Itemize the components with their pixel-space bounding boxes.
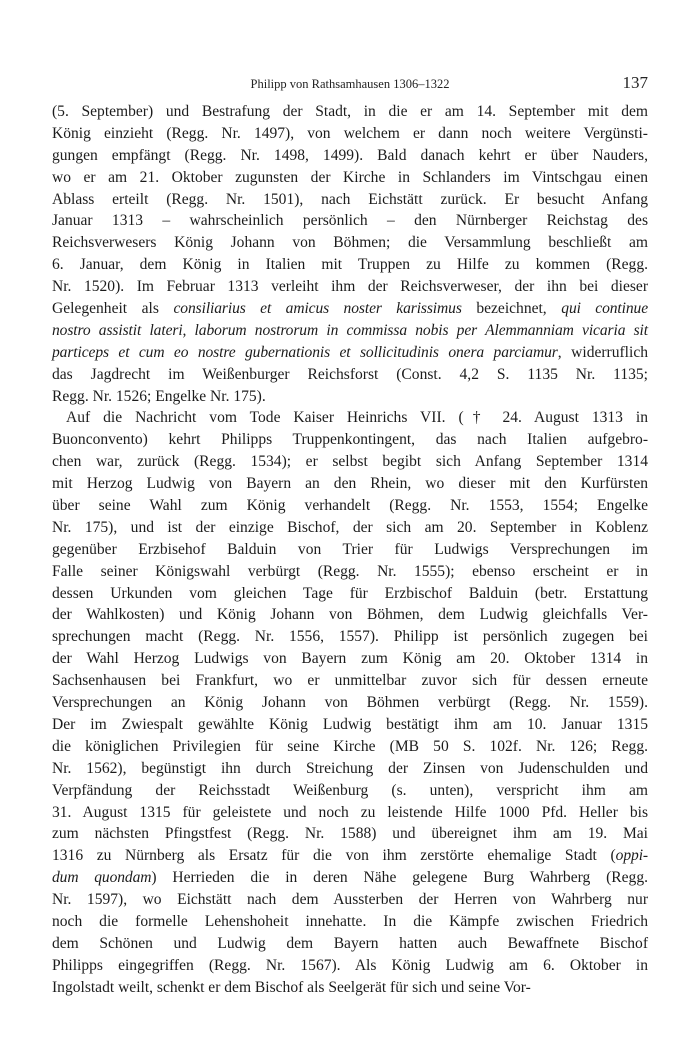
paragraph: [52, 407, 648, 998]
text-line: [52, 648, 648, 670]
text-line: [52, 320, 648, 342]
text-segment: Philipps eingegriffen (Regg. Nr. 1567). Als König Ludwig am 6. Oktober in: [52, 956, 648, 974]
text-segment: König einzieht (Regg. Nr. 1497), von welchem er dann noch weitere Vergünsti-: [52, 124, 648, 142]
text-segment: Der im Zwiespalt gewählte König Ludwig bestätigt ihm am 10. Januar 1315: [52, 715, 648, 733]
text-line: [52, 123, 648, 145]
text-segment: 31. August 1315 für geleistete und noch zu leistende Hilfe 1000 Pfd. Heller bis: [52, 803, 648, 821]
text-line: [52, 210, 648, 232]
text-segment: Verpfändung der Reichsstadt Weißenburg (s. unten), verspricht ihm am: [52, 781, 648, 799]
text-line: [52, 364, 648, 386]
text-line: [52, 386, 648, 408]
text-segment: chen war, zurück (Regg. 1534); er selbst begibt sich Anfang September 1314: [52, 453, 648, 471]
text-line: [52, 189, 648, 211]
text-line: [52, 342, 648, 364]
text-line: [52, 670, 648, 692]
text-segment: Sachsenhausen bei Frankfurt, wo er unmittelbar zuvor sich für dessen erneute: [52, 672, 648, 690]
body-text: [52, 101, 648, 999]
text-line: [52, 955, 648, 977]
text-segment: Nr. 175), und ist der einzige Bischof, der sich am 20. September in Koblenz: [52, 518, 648, 536]
text-segment: Falle seiner Königswahl verbürgt (Regg. Nr. 1555); ebenso erscheint er in: [52, 562, 648, 580]
text-segment: 1316 zu Nürnberg als Ersatz für die von ihm zerstörte ehemalige Stadt (: [52, 847, 616, 865]
text-line: [52, 867, 648, 889]
text-line: [52, 889, 648, 911]
text-segment: mit Herzog Ludwig von Bayern an den Rhein, wo dieser mit den Kurfürsten: [52, 475, 648, 493]
text-segment: Nr. 1562), begünstigt ihn durch Streichung der Zinsen von Judenschulden und: [52, 759, 648, 777]
text-line: [52, 517, 648, 539]
italic-quote: particeps et cum eo nostre gubernationis et sollicitudinis onera parciamur: [52, 343, 558, 361]
italic-quote: qui continue: [561, 300, 649, 318]
text-segment: Januar 1313 – wahrscheinlich persönlich – den Nürnberger Reichstag des: [52, 212, 648, 230]
text-segment: Auf die Nachricht vom Tode Kaiser Heinrichs VII. († 24. August 1313 in: [66, 409, 648, 427]
text-segment: Nr. 1597), wo Eichstätt nach dem Aussterben der Herren von Wahrberg nur: [52, 891, 648, 909]
paragraph: [52, 101, 648, 407]
italic-quote: nostro assistit lateri, laborum nostrorum in commissa nobis per Alemmanniam vicaria sit: [52, 321, 648, 339]
text-line: [52, 933, 648, 955]
text-line: [52, 802, 648, 824]
text-line: [52, 495, 648, 517]
text-segment: bezeichnet,: [461, 300, 562, 318]
text-segment: Ingolstadt weilt, schenkt er dem Bischof als Seelgerät für sich und seine Vor-: [52, 978, 531, 996]
text-line: [52, 736, 648, 758]
text-line: [52, 758, 648, 780]
text-segment: Regg. Nr. 1526; Engelke Nr. 175).: [52, 387, 266, 405]
text-line: [52, 780, 648, 802]
text-line: [52, 232, 648, 254]
text-line: [52, 823, 648, 845]
text-segment: noch die formelle Lehenshoheit innehatte. In die Kämpfe zwischen Friedrich: [52, 912, 648, 930]
text-segment: das Jagdrecht im Weißenburger Reichsforst (Const. 4,2 S. 1135 Nr. 1135;: [52, 365, 648, 383]
text-segment: ) Herrieden die in deren Nähe gelegene Burg Wahrberg (Regg.: [151, 869, 648, 887]
text-line: [52, 167, 648, 189]
text-line: [52, 407, 648, 429]
text-segment: sprechungen macht (Regg. Nr. 1556, 1557). Philipp ist persönlich zugegen bei: [52, 628, 648, 646]
text-segment: 6. Januar, dem König in Italien mit Truppen zu Hilfe zu kommen (Regg.: [52, 256, 648, 274]
text-segment: dem Schönen und Ludwig dem Bayern hatten auch Bewaffnete Bischof: [52, 934, 648, 952]
text-segment: der Wahl Herzog Ludwigs von Bayern zum König am 20. Oktober 1314 in: [52, 650, 648, 668]
text-line: [52, 626, 648, 648]
text-segment: Buonconvento) kehrt Philipps Truppenkontingent, das nach Italien aufgebro-: [52, 431, 648, 449]
text-segment: Reichsverwesers König Johann von Böhmen; die Versammlung beschließt am: [52, 234, 648, 252]
text-segment: der Wahlkosten) und König Johann von Böhmen, dem Ludwig gleichfalls Ver-: [52, 606, 648, 624]
text-line: [52, 604, 648, 626]
text-segment: gungen empfängt (Regg. Nr. 1498, 1499). Bald danach kehrt er über Nauders,: [52, 146, 648, 164]
text-segment: Versprechungen an König Johann von Böhmen verbürgt (Regg. Nr. 1559).: [52, 694, 648, 712]
italic-quote: dum quondam: [52, 869, 152, 887]
text-line: [52, 276, 648, 298]
text-line: [52, 692, 648, 714]
running-head-title: Philipp von Rathsamhausen 1306–1322: [250, 77, 450, 91]
text-segment: gegenüber Erzbisehof Balduin von Trier für Ludwigs Versprechungen im: [52, 540, 648, 558]
text-line: [52, 845, 648, 867]
text-line: [52, 254, 648, 276]
text-line: [52, 561, 648, 583]
text-segment: Nr. 1520). Im Februar 1313 verleiht ihm der Reichsverweser, der ihn bei dieser: [52, 278, 648, 296]
text-line: [52, 429, 648, 451]
running-head: [52, 73, 648, 97]
text-segment: wo er am 21. Oktober zugunsten der Kirche in Schlanders im Vintschgau einen: [52, 168, 648, 186]
text-segment: , widerruflich: [557, 343, 648, 361]
text-line: [52, 451, 648, 473]
text-segment: Ablass erteilt (Regg. Nr. 1501), nach Eichstätt zurück. Er besucht Anfang: [52, 190, 648, 208]
text-line: [52, 911, 648, 933]
text-line: [52, 977, 648, 999]
text-segment: Gelegenheit als: [52, 300, 174, 318]
text-line: [52, 583, 648, 605]
italic-quote: oppi-: [615, 847, 648, 865]
text-segment: die königlichen Privilegien für seine Kirche (MB 50 S. 102f. Nr. 126; Regg.: [52, 737, 648, 755]
text-line: [52, 539, 648, 561]
italic-quote: consiliarius et amicus noster karissimus: [173, 300, 462, 318]
text-line: [52, 298, 648, 320]
text-segment: zum nächsten Pfingstfest (Regg. Nr. 1588) und übereignet ihm am 19. Mai: [52, 825, 648, 843]
text-line: [52, 101, 648, 123]
text-line: [52, 145, 648, 167]
text-segment: dessen Urkunden vom gleichen Tage für Erzbischof Balduin (betr. Erstattung: [52, 584, 648, 602]
page-number: 137: [622, 73, 648, 92]
text-segment: (5. September) und Bestrafung der Stadt, in die er am 14. September mit dem: [52, 103, 648, 120]
text-line: [52, 714, 648, 736]
text-line: [52, 473, 648, 495]
text-segment: über seine Wahl zum König verhandelt (Regg. Nr. 1553, 1554; Engelke: [52, 497, 648, 515]
